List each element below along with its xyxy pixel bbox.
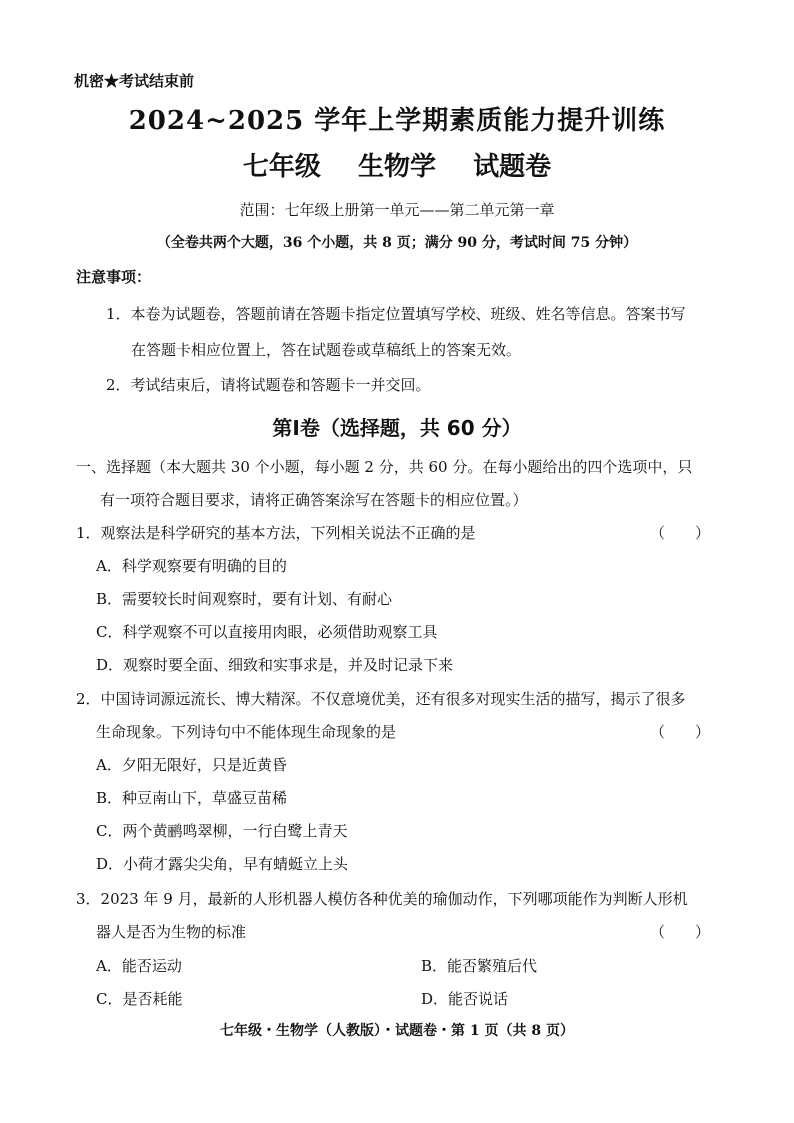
question-1-stem: 1．观察法是科学研究的基本方法，下列相关说法不正确的是 (76, 524, 476, 542)
exam-title: 2024~2025 学年上学期素质能力提升训练 (128, 106, 666, 136)
q2-option-d: D．小荷才露尖尖角，早有蜻蜓立上头 (96, 855, 349, 873)
answer-parentheses: （ ） (650, 524, 711, 542)
question-3-stem-cont: 器人是否为生物的标准 (96, 923, 247, 941)
q1-option-c: C．科学观察不可以直接用肉眼，必须借助观察工具 (96, 623, 438, 641)
section-instructions-cont: 有一项符合题目要求，请将正确答案涂写在答题卡的相应位置。） (100, 491, 528, 509)
answer-parentheses: （ ） (650, 723, 711, 741)
question-2-stem: 2．中国诗词源远流长、博大精深。不仅意境优美，还有很多对现实生活的描写，揭示了很多 (76, 690, 686, 708)
subject-label: 生物学 (357, 152, 436, 182)
confidential-label: 机密★考试结束前 (74, 72, 195, 90)
q1-option-a: A．科学观察要有明确的目的 (96, 557, 287, 575)
notice-heading: 注意事项： (76, 268, 152, 286)
notice-item-1-cont: 在答题卡相应位置上，答在试题卷或草稿纸上的答案无效。 (131, 341, 522, 359)
section-instructions: 一、选择题（本大题共 30 个小题，每小题 2 分，共 60 分。在每小题给出的四个选项中，只 (76, 458, 693, 476)
q3-option-d: D．能否说话 (421, 990, 509, 1008)
q2-option-b: B．种豆南山下，草盛豆苗稀 (96, 789, 288, 807)
q1-option-d: D．观察时要全面、细致和实事求是，并及时记录下来 (96, 656, 454, 674)
grade-label: 七年级 (242, 152, 321, 182)
paper-type-label: 试题卷 (473, 152, 552, 182)
exam-scope: 范围：七年级上册第一单元——第二单元第一章 (239, 201, 555, 219)
q3-option-c: C．是否耗能 (96, 990, 183, 1008)
notice-item-2: 2．考试结束后，请将试题卷和答题卡一并交回。 (106, 376, 431, 394)
exam-info: （全卷共两个大题，36 个小题，共 8 页；满分 90 分，考试时间 75 分钟） (156, 235, 638, 251)
part-heading: 第Ⅰ卷（选择题，共 60 分） (272, 416, 522, 440)
q2-option-a: A．夕阳无限好，只是近黄昏 (96, 756, 287, 774)
q1-option-b: B．需要较长时间观察时，要有计划、有耐心 (96, 590, 393, 608)
page-footer: 七年级・生物学（人教版）・试题卷・第 1 页（共 8 页） (220, 1023, 574, 1039)
q3-option-b: B．能否繁殖后代 (421, 957, 538, 975)
q2-option-c: C．两个黄鹂鸣翠柳，一行白鹭上青天 (96, 822, 348, 840)
exam-subtitle (0, 146, 794, 183)
question-2-stem-cont: 生命现象。下列诗句中不能体现生命现象的是 (96, 723, 397, 741)
notice-item-1: 1．本卷为试题卷，答题前请在答题卡指定位置填写学校、班级、姓名等信息。答案书写 (106, 305, 686, 323)
q3-option-a: A．能否运动 (96, 957, 182, 975)
answer-parentheses: （ ） (650, 923, 711, 941)
question-3-stem: 3．2023 年 9 月，最新的人形机器人模仿各种优美的瑜伽动作，下列哪项能作为判断人形机 (76, 890, 688, 908)
